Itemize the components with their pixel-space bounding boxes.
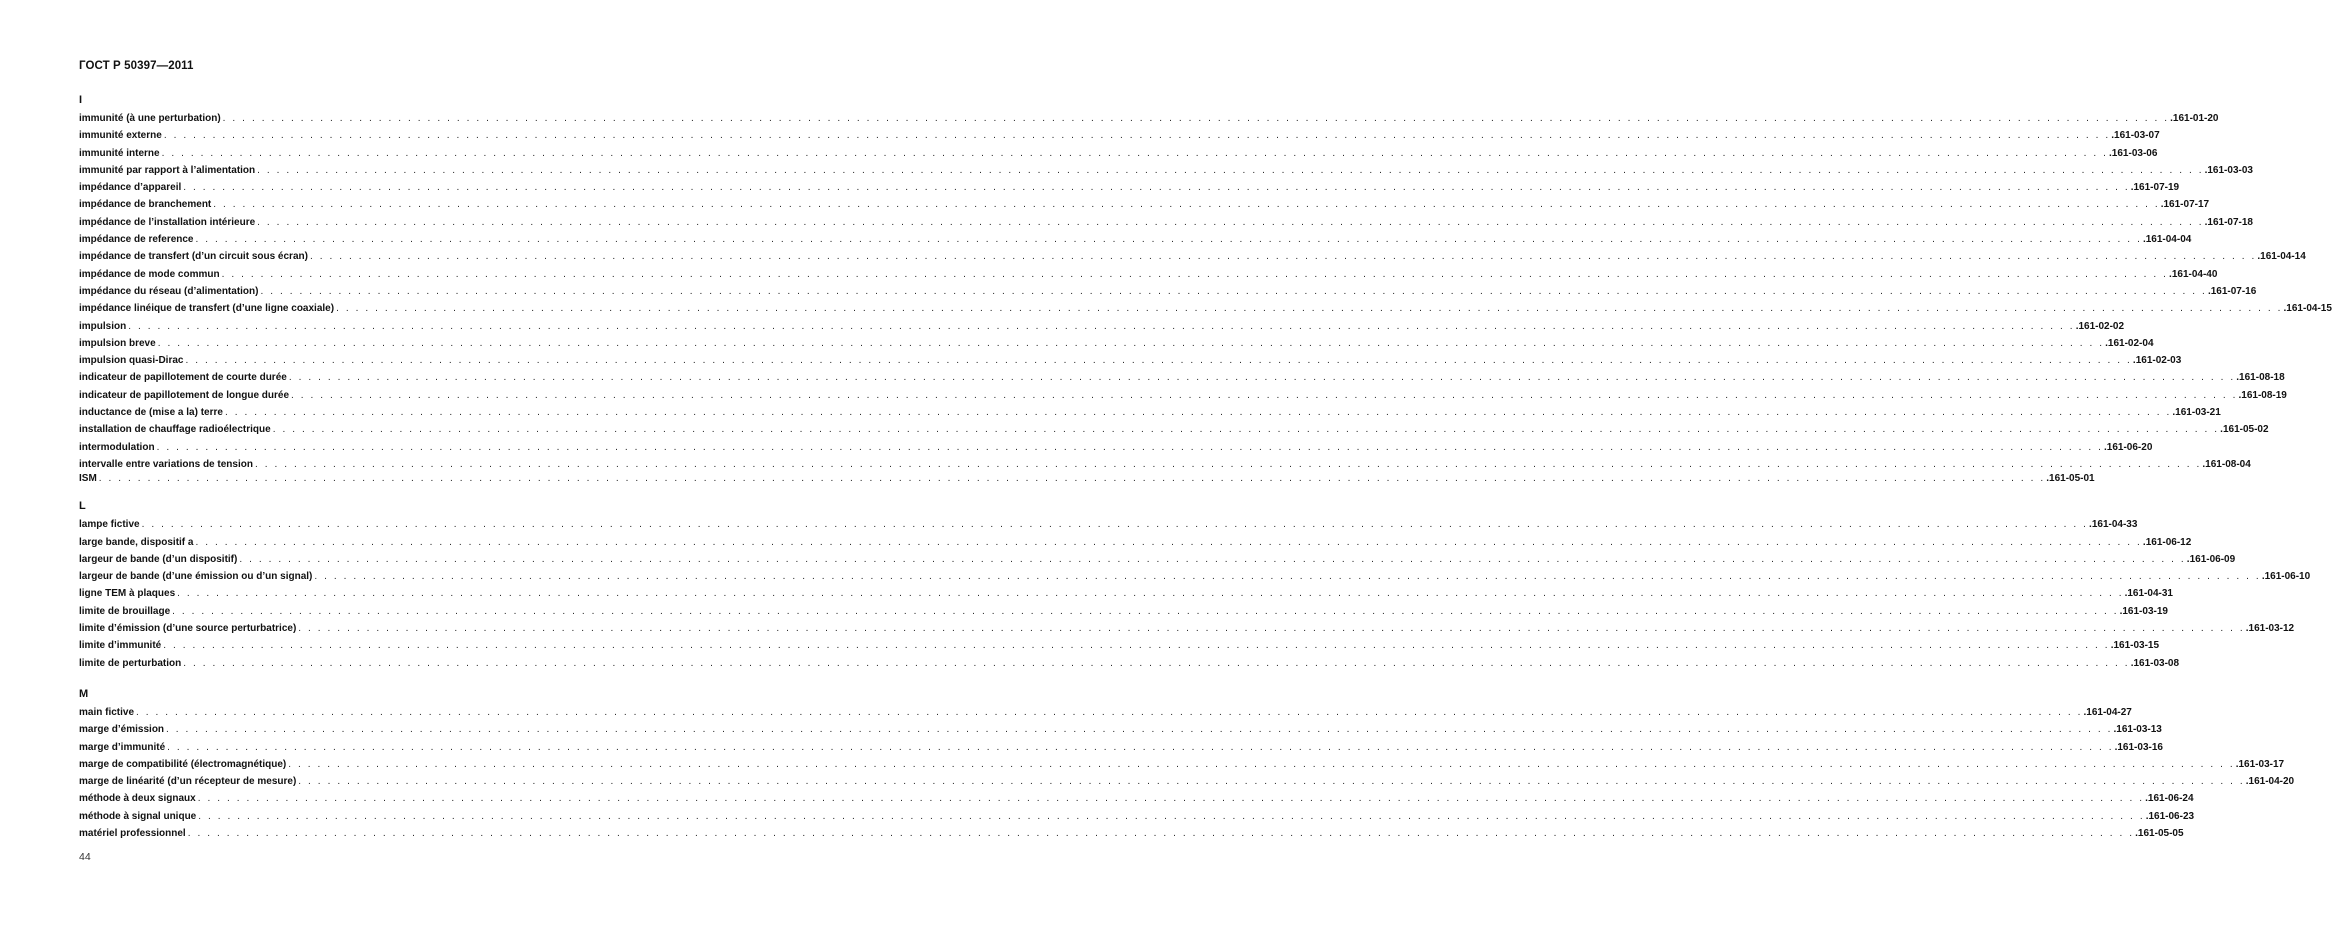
entry-term: indicateur de papillotement de longue durée: [79, 389, 290, 401]
entry-code: .161-04-04: [2142, 234, 2192, 246]
index-entry: [79, 808, 2195, 825]
index-entry: [79, 551, 2236, 568]
index-entry: [79, 404, 2221, 421]
entry-term: marge de compatibilité (électromagnétique): [79, 758, 287, 770]
index-entry: [79, 568, 2311, 585]
dot-leader: . . . . . . . . . . . . . . . . . . . . . . . . . . . . . . . . . . . . . . . . . . . . . . . . . . . . . . . . . . . . . . . . . . . . . . . . . . . . . . . . . . . . . . . . . . . . . . . . . . . . . . . . . . . . . . . . . . . . . . . . . . . . . . . . . . . . . . . . . . . . . . . . . . . . . . . . . . . . . . . . . . . . . . . . . . . . . . . . . . . . . . . . . . . . . . . . . . . . . . . .: [156, 441, 2104, 453]
entry-code: .161-02-04: [2105, 337, 2154, 349]
entry-code: .161-04-14: [2257, 251, 2306, 263]
dot-leader: . . . . . . . . . . . . . . . . . . . . . . . . . . . . . . . . . . . . . . . . . . . . . . . . . . . . . . . . . . . . . . . . . . . . . . . . . . . . . . . . . . . . . . . . . . . . . . . . . . . . . . . . . . . . . . . . . . . . . . . . . . . . . . . . . . . . . . . . . . . . . . . . . . . . . . . . . . . . . . . . . . . . . . . . . . . . . . . . . . . . . . . . . . . . . . . . . . . . . . . .: [187, 827, 2135, 839]
index-entry: [79, 387, 2287, 404]
entry-code: .161-06-23: [2145, 810, 2195, 822]
index-entry: [79, 825, 2184, 842]
dot-leader: . . . . . . . . . . . . . . . . . . . . . . . . . . . . . . . . . . . . . . . . . . . . . . . . . . . . . . . . . . . . . . . . . . . . . . . . . . . . . . . . . . . . . . . . . . . . . . . . . . . . . . . . . . . . . . . . . . . . . . . . . . . . . . . . . . . . . . . . . . . . . . . . . . . . . . . . . . . . . . . . . . . . . . . . . . . . . . . . . . . . . . . . . . . . . . . . . . . . . . . .: [195, 536, 2142, 548]
index-entry: [79, 421, 2269, 438]
entry-term: limite d’immunité: [79, 640, 162, 652]
entry-term: marge de linéarité (d’un récepteur de mesure): [79, 776, 297, 788]
index-entry: [79, 534, 2192, 551]
entry-term: largeur de bande (d’un dispositif): [79, 553, 238, 565]
entry-term: limite d’émission (d’une source perturbatrice): [79, 623, 297, 635]
dot-leader: . . . . . . . . . . . . . . . . . . . . . . . . . . . . . . . . . . . . . . . . . . . . . . . . . . . . . . . . . . . . . . . . . . . . . . . . . . . . . . . . . . . . . . . . . . . . . . . . . . . . . . . . . . . . . . . . . . . . . . . . . . . . . . . . . . . . . . . . . . . . . . . . . . . . . . . . . . . . . . . . . . . . . . . . . . . . . . . . . . . . . . . . . . . . . . . . . . . . . . . .: [222, 113, 2170, 124]
entry-term: impulsion breve: [79, 337, 156, 349]
entry-term: ISM: [79, 473, 97, 485]
entry-code: .161-04-15: [2283, 303, 2332, 315]
index-entry: [79, 369, 2285, 386]
dot-leader: . . . . . . . . . . . . . . . . . . . . . . . . . . . . . . . . . . . . . . . . . . . . . . . . . . . . . . . . . . . . . . . . . . . . . . . . . . . . . . . . . . . . . . . . . . . . . . . . . . . . . . . . . . . . . . . . . . . . . . . . . . . . . . . . . . . . . . . . . . . . . . . . . . . . . . . . . . . . . . . . . . . . . . . . . . . . . . . . . . . . . . . . . . . . . . . . . . . . . . . .: [177, 588, 2124, 600]
dot-leader: . . . . . . . . . . . . . . . . . . . . . . . . . . . . . . . . . . . . . . . . . . . . . . . . . . . . . . . . . . . . . . . . . . . . . . . . . . . . . . . . . . . . . . . . . . . . . . . . . . . . . . . . . . . . . . . . . . . . . . . . . . . . . . . . . . . . . . . . . . . . . . . . . . . . . . . . . . . . . . . . . . . . . . . . . . . . . . . . . . . . . . . . . . . . . . . . . . . . . . . .: [98, 473, 2046, 485]
index-entry: [79, 214, 2253, 231]
index-entry: [79, 145, 2158, 162]
index-entry: [79, 585, 2173, 602]
index-entry: [79, 516, 2138, 533]
entry-term: immunité par rapport à l’alimentation: [79, 164, 256, 176]
document-header: ГОСТ Р 50397—2011: [79, 60, 194, 72]
index-entry: [79, 456, 2251, 473]
entry-code: .161-03-08: [2130, 657, 2180, 669]
entry-code: .161-03-16: [2114, 741, 2163, 753]
index-section: [79, 686, 2295, 842]
dot-leader: . . . . . . . . . . . . . . . . . . . . . . . . . . . . . . . . . . . . . . . . . . . . . . . . . . . . . . . . . . . . . . . . . . . . . . . . . . . . . . . . . . . . . . . . . . . . . . . . . . . . . . . . . . . . . . . . . . . . . . . . . . . . . . . . . . . . . . . . . . . . . . . . . . . . . . . . . . . . . . . . . . . . . . . . . . . . . . . . . . . . . . . . . . . . . . . . . . . . . . . .: [336, 303, 2283, 315]
index-entry: [79, 335, 2154, 352]
dot-leader: . . . . . . . . . . . . . . . . . . . . . . . . . . . . . . . . . . . . . . . . . . . . . . . . . . . . . . . . . . . . . . . . . . . . . . . . . . . . . . . . . . . . . . . . . . . . . . . . . . . . . . . . . . . . . . . . . . . . . . . . . . . . . . . . . . . . . . . . . . . . . . . . . . . . . . . . . . . . . . . . . . . . . . . . . . . . . . . . . . . . . . . . . . . . . . . . . . . . . . . .: [141, 519, 2089, 531]
index-entry: [79, 473, 2095, 485]
entry-code: .161-05-02: [2220, 424, 2269, 436]
entry-term: limite de brouillage: [79, 605, 171, 617]
index-entry: [79, 231, 2192, 248]
entry-term: limite de perturbation: [79, 657, 182, 669]
entry-term: impédance de branchement: [79, 199, 212, 211]
entry-code: .161-02-03: [2132, 355, 2182, 367]
dot-leader: . . . . . . . . . . . . . . . . . . . . . . . . . . . . . . . . . . . . . . . . . . . . . . . . . . . . . . . . . . . . . . . . . . . . . . . . . . . . . . . . . . . . . . . . . . . . . . . . . . . . . . . . . . . . . . . . . . . . . . . . . . . . . . . . . . . . . . . . . . . . . . . . . . . . . . . . . . . . . . . . . . . . . . . . . . . . . . . . . . . . . . . . . . . . . . . . . . . . . . . .: [291, 389, 2238, 401]
dot-leader: . . . . . . . . . . . . . . . . . . . . . . . . . . . . . . . . . . . . . . . . . . . . . . . . . . . . . . . . . . . . . . . . . . . . . . . . . . . . . . . . . . . . . . . . . . . . . . . . . . . . . . . . . . . . . . . . . . . . . . . . . . . . . . . . . . . . . . . . . . . . . . . . . . . . . . . . . . . . . . . . . . . . . . . . . . . . . . . . . . . . . . . . . . . . . . . . . . . . . . . .: [260, 285, 2207, 297]
entry-term: marge d’émission: [79, 724, 165, 736]
dot-leader: . . . . . . . . . . . . . . . . . . . . . . . . . . . . . . . . . . . . . . . . . . . . . . . . . . . . . . . . . . . . . . . . . . . . . . . . . . . . . . . . . . . . . . . . . . . . . . . . . . . . . . . . . . . . . . . . . . . . . . . . . . . . . . . . . . . . . . . . . . . . . . . . . . . . . . . . . . . . . . . . . . . . . . . . . . . . . . . . . . . . . . . . . . . . . . . . . . . . . . . .: [163, 130, 2111, 142]
section-letter: I: [79, 94, 83, 106]
index-entry: [79, 266, 2218, 283]
entry-code: .161-04-33: [2089, 519, 2138, 531]
index-entry: [79, 773, 2295, 790]
dot-leader: . . . . . . . . . . . . . . . . . . . . . . . . . . . . . . . . . . . . . . . . . . . . . . . . . . . . . . . . . . . . . . . . . . . . . . . . . . . . . . . . . . . . . . . . . . . . . . . . . . . . . . . . . . . . . . . . . . . . . . . . . . . . . . . . . . . . . . . . . . . . . . . . . . . . . . . . . . . . . . . . . . . . . . . . . . . . . . . . . . . . . . . . . . . . . . . . . . . . . . . .: [221, 268, 2169, 280]
dot-leader: . . . . . . . . . . . . . . . . . . . . . . . . . . . . . . . . . . . . . . . . . . . . . . . . . . . . . . . . . . . . . . . . . . . . . . . . . . . . . . . . . . . . . . . . . . . . . . . . . . . . . . . . . . . . . . . . . . . . . . . . . . . . . . . . . . . . . . . . . . . . . . . . . . . . . . . . . . . . . . . . . . . . . . . . . . . . . . . . . . . . . . . . . . . . . . . . . . . . . . . .: [298, 623, 2245, 635]
index-entry: [79, 620, 2295, 637]
entry-term: immunité interne: [79, 147, 160, 159]
entry-code: .161-01-20: [2170, 113, 2219, 124]
entry-term: impédance de reference: [79, 234, 194, 246]
dot-leader: . . . . . . . . . . . . . . . . . . . . . . . . . . . . . . . . . . . . . . . . . . . . . . . . . . . . . . . . . . . . . . . . . . . . . . . . . . . . . . . . . . . . . . . . . . . . . . . . . . . . . . . . . . . . . . . . . . . . . . . . . . . . . . . . . . . . . . . . . . . . . . . . . . . . . . . . . . . . . . . . . . . . . . . . . . . . . . . . . . . . . . . . . . . . . . . . . . . . . . . .: [257, 216, 2204, 228]
index-entry: [79, 300, 2332, 317]
entry-code: .161-04-31: [2124, 588, 2173, 600]
entry-term: large bande, dispositif a: [79, 536, 194, 548]
entry-term: installation de chauffage radioélectrique: [79, 424, 271, 436]
dot-leader: . . . . . . . . . . . . . . . . . . . . . . . . . . . . . . . . . . . . . . . . . . . . . . . . . . . . . . . . . . . . . . . . . . . . . . . . . . . . . . . . . . . . . . . . . . . . . . . . . . . . . . . . . . . . . . . . . . . . . . . . . . . . . . . . . . . . . . . . . . . . . . . . . . . . . . . . . . . . . . . . . . . . . . . . . . . . . . . . . . . . . . . . . . . . . . . . . . . . . . . .: [239, 553, 2186, 565]
entry-code: .161-07-16: [2207, 285, 2257, 297]
index-entry: [79, 162, 2253, 179]
index-entry: [79, 352, 2182, 369]
index-entry: [79, 756, 2285, 773]
entry-code: .161-04-20: [2245, 776, 2295, 788]
entry-code: .161-03-13: [2113, 724, 2162, 736]
index-entry: [79, 739, 2163, 756]
index-entry: [79, 179, 2180, 196]
index-entry: [79, 637, 2160, 654]
index-entry: [79, 248, 2306, 265]
entry-term: main fictive: [79, 706, 135, 718]
entry-code: .161-06-09: [2186, 553, 2236, 565]
entry-list: [79, 516, 2311, 672]
entry-code: .161-06-10: [2261, 571, 2311, 583]
entry-term: immunité (à une perturbation): [79, 113, 221, 124]
index-entry: [79, 704, 2132, 721]
index-entry: [79, 110, 2219, 127]
dot-leader: . . . . . . . . . . . . . . . . . . . . . . . . . . . . . . . . . . . . . . . . . . . . . . . . . . . . . . . . . . . . . . . . . . . . . . . . . . . . . . . . . . . . . . . . . . . . . . . . . . . . . . . . . . . . . . . . . . . . . . . . . . . . . . . . . . . . . . . . . . . . . . . . . . . . . . . . . . . . . . . . . . . . . . . . . . . . . . . . . . . . . . . . . . . . . . . . . . . . . . . .: [128, 320, 2075, 332]
dot-leader: . . . . . . . . . . . . . . . . . . . . . . . . . . . . . . . . . . . . . . . . . . . . . . . . . . . . . . . . . . . . . . . . . . . . . . . . . . . . . . . . . . . . . . . . . . . . . . . . . . . . . . . . . . . . . . . . . . . . . . . . . . . . . . . . . . . . . . . . . . . . . . . . . . . . . . . . . . . . . . . . . . . . . . . . . . . . . . . . . . . . . . . . . . . . . . . . . . . . . . . .: [183, 182, 2130, 194]
entry-code: .161-05-01: [2046, 473, 2095, 485]
dot-leader: . . . . . . . . . . . . . . . . . . . . . . . . . . . . . . . . . . . . . . . . . . . . . . . . . . . . . . . . . . . . . . . . . . . . . . . . . . . . . . . . . . . . . . . . . . . . . . . . . . . . . . . . . . . . . . . . . . . . . . . . . . . . . . . . . . . . . . . . . . . . . . . . . . . . . . . . . . . . . . . . . . . . . . . . . . . . . . . . . . . . . . . . . . . . . . . . . . . . . . . .: [298, 776, 2245, 788]
alphabetical-index: [79, 92, 2332, 856]
entry-term: largeur de bande (d’une émission ou d’un signal): [79, 571, 313, 583]
entry-term: intervalle entre variations de tension: [79, 458, 253, 470]
entry-term: ligne TEM à plaques: [79, 588, 176, 600]
entry-term: méthode à deux signaux: [79, 793, 196, 805]
entry-code: .161-03-07: [2111, 130, 2160, 142]
index-entry: [79, 721, 2162, 738]
entry-term: marge d’immunité: [79, 741, 166, 753]
index-entry: [79, 655, 2180, 672]
entry-code: .161-03-03: [2204, 164, 2253, 176]
dot-leader: . . . . . . . . . . . . . . . . . . . . . . . . . . . . . . . . . . . . . . . . . . . . . . . . . . . . . . . . . . . . . . . . . . . . . . . . . . . . . . . . . . . . . . . . . . . . . . . . . . . . . . . . . . . . . . . . . . . . . . . . . . . . . . . . . . . . . . . . . . . . . . . . . . . . . . . . . . . . . . . . . . . . . . . . . . . . . . . . . . . . . . . . . . . . . . . . . . . . . . . .: [195, 234, 2142, 246]
index-entry: [79, 127, 2160, 144]
entry-code: .161-07-17: [2160, 199, 2210, 211]
dot-leader: . . . . . . . . . . . . . . . . . . . . . . . . . . . . . . . . . . . . . . . . . . . . . . . . . . . . . . . . . . . . . . . . . . . . . . . . . . . . . . . . . . . . . . . . . . . . . . . . . . . . . . . . . . . . . . . . . . . . . . . . . . . . . . . . . . . . . . . . . . . . . . . . . . . . . . . . . . . . . . . . . . . . . . . . . . . . . . . . . . . . . . . . . . . . . . . . . . . . . . . .: [272, 424, 2220, 436]
section-letter: M: [79, 687, 89, 700]
dot-leader: . . . . . . . . . . . . . . . . . . . . . . . . . . . . . . . . . . . . . . . . . . . . . . . . . . . . . . . . . . . . . . . . . . . . . . . . . . . . . . . . . . . . . . . . . . . . . . . . . . . . . . . . . . . . . . . . . . . . . . . . . . . . . . . . . . . . . . . . . . . . . . . . . . . . . . . . . . . . . . . . . . . . . . . . . . . . . . . . . . . . . . . . . . . . . . . . . . . . . . . .: [166, 724, 2113, 736]
dot-leader: . . . . . . . . . . . . . . . . . . . . . . . . . . . . . . . . . . . . . . . . . . . . . . . . . . . . . . . . . . . . . . . . . . . . . . . . . . . . . . . . . . . . . . . . . . . . . . . . . . . . . . . . . . . . . . . . . . . . . . . . . . . . . . . . . . . . . . . . . . . . . . . . . . . . . . . . . . . . . . . . . . . . . . . . . . . . . . . . . . . . . . . . . . . . . . . . . . . . . . . .: [183, 657, 2130, 669]
index-entry: [79, 318, 2125, 335]
entry-code: .161-08-19: [2238, 389, 2287, 401]
dot-leader: . . . . . . . . . . . . . . . . . . . . . . . . . . . . . . . . . . . . . . . . . . . . . . . . . . . . . . . . . . . . . . . . . . . . . . . . . . . . . . . . . . . . . . . . . . . . . . . . . . . . . . . . . . . . . . . . . . . . . . . . . . . . . . . . . . . . . . . . . . . . . . . . . . . . . . . . . . . . . . . . . . . . . . . . . . . . . . . . . . . . . . . . . . . . . . . . . . . . . . . .: [185, 355, 2132, 367]
entry-code: .161-06-20: [2104, 441, 2153, 453]
dot-leader: . . . . . . . . . . . . . . . . . . . . . . . . . . . . . . . . . . . . . . . . . . . . . . . . . . . . . . . . . . . . . . . . . . . . . . . . . . . . . . . . . . . . . . . . . . . . . . . . . . . . . . . . . . . . . . . . . . . . . . . . . . . . . . . . . . . . . . . . . . . . . . . . . . . . . . . . . . . . . . . . . . . . . . . . . . . . . . . . . . . . . . . . . . . . . . . . . . . . . . . .: [288, 372, 2236, 384]
entry-term: impédance d’appareil: [79, 182, 182, 194]
entry-term: lampe fictive: [79, 519, 140, 531]
entry-code: .161-06-12: [2142, 536, 2192, 548]
entry-code: .161-05-05: [2135, 827, 2184, 839]
entry-list: [79, 704, 2295, 842]
entry-term: matériel professionnel: [79, 827, 186, 839]
dot-leader: . . . . . . . . . . . . . . . . . . . . . . . . . . . . . . . . . . . . . . . . . . . . . . . . . . . . . . . . . . . . . . . . . . . . . . . . . . . . . . . . . . . . . . . . . . . . . . . . . . . . . . . . . . . . . . . . . . . . . . . . . . . . . . . . . . . . . . . . . . . . . . . . . . . . . . . . . . . . . . . . . . . . . . . . . . . . . . . . . . . . . . . . . . . . . . . . . . . . . . . .: [161, 147, 2109, 159]
entry-code: .161-03-15: [2110, 640, 2160, 652]
entry-term: impédance de transfert (d’un circuit sous écran): [79, 251, 308, 263]
entry-code: .161-04-27: [2083, 706, 2132, 718]
entry-term: immunité externe: [79, 130, 162, 142]
section-letter: L: [79, 500, 86, 513]
entry-code: .161-02-02: [2075, 320, 2125, 332]
dot-leader: . . . . . . . . . . . . . . . . . . . . . . . . . . . . . . . . . . . . . . . . . . . . . . . . . . . . . . . . . . . . . . . . . . . . . . . . . . . . . . . . . . . . . . . . . . . . . . . . . . . . . . . . . . . . . . . . . . . . . . . . . . . . . . . . . . . . . . . . . . . . . . . . . . . . . . . . . . . . . . . . . . . . . . . . . . . . . . . . . . . . . . . . . . . . . . . . . . . . . . . .: [172, 605, 2119, 617]
entry-code: .161-08-04: [2202, 458, 2251, 470]
dot-leader: . . . . . . . . . . . . . . . . . . . . . . . . . . . . . . . . . . . . . . . . . . . . . . . . . . . . . . . . . . . . . . . . . . . . . . . . . . . . . . . . . . . . . . . . . . . . . . . . . . . . . . . . . . . . . . . . . . . . . . . . . . . . . . . . . . . . . . . . . . . . . . . . . . . . . . . . . . . . . . . . . . . . . . . . . . . . . . . . . . . . . . . . . . . . . . . . . . . . . . . .: [288, 758, 2235, 770]
entry-term: impédance de mode commun: [79, 268, 220, 280]
entry-term: impédance du réseau (d’alimentation): [79, 285, 259, 297]
entry-code: .161-06-24: [2145, 793, 2194, 805]
index-entry: [79, 439, 2153, 456]
dot-leader: . . . . . . . . . . . . . . . . . . . . . . . . . . . . . . . . . . . . . . . . . . . . . . . . . . . . . . . . . . . . . . . . . . . . . . . . . . . . . . . . . . . . . . . . . . . . . . . . . . . . . . . . . . . . . . . . . . . . . . . . . . . . . . . . . . . . . . . . . . . . . . . . . . . . . . . . . . . . . . . . . . . . . . . . . . . . . . . . . . . . . . . . . . . . . . . . . . . . . . . .: [314, 571, 2261, 583]
entry-term: indicateur de papillotement de courte durée: [79, 372, 287, 384]
dot-leader: . . . . . . . . . . . . . . . . . . . . . . . . . . . . . . . . . . . . . . . . . . . . . . . . . . . . . . . . . . . . . . . . . . . . . . . . . . . . . . . . . . . . . . . . . . . . . . . . . . . . . . . . . . . . . . . . . . . . . . . . . . . . . . . . . . . . . . . . . . . . . . . . . . . . . . . . . . . . . . . . . . . . . . . . . . . . . . . . . . . . . . . . . . . . . . . . . . . . . . . .: [198, 810, 2145, 822]
entry-term: intermodulation: [79, 441, 155, 453]
index-entry: [79, 196, 2210, 213]
entry-term: impédance linéique de transfert (d’une ligne coaxiale): [79, 303, 335, 315]
index-section: [79, 92, 2332, 485]
dot-leader: . . . . . . . . . . . . . . . . . . . . . . . . . . . . . . . . . . . . . . . . . . . . . . . . . . . . . . . . . . . . . . . . . . . . . . . . . . . . . . . . . . . . . . . . . . . . . . . . . . . . . . . . . . . . . . . . . . . . . . . . . . . . . . . . . . . . . . . . . . . . . . . . . . . . . . . . . . . . . . . . . . . . . . . . . . . . . . . . . . . . . . . . . . . . . . . . . . . . . . . .: [157, 337, 2105, 349]
entry-code: .161-07-19: [2130, 182, 2180, 194]
entry-code: .161-03-17: [2235, 758, 2285, 770]
dot-leader: . . . . . . . . . . . . . . . . . . . . . . . . . . . . . . . . . . . . . . . . . . . . . . . . . . . . . . . . . . . . . . . . . . . . . . . . . . . . . . . . . . . . . . . . . . . . . . . . . . . . . . . . . . . . . . . . . . . . . . . . . . . . . . . . . . . . . . . . . . . . . . . . . . . . . . . . . . . . . . . . . . . . . . . . . . . . . . . . . . . . . . . . . . . . . . . . . . . . . . . .: [167, 741, 2114, 753]
page-number: 44: [79, 851, 91, 863]
dot-leader: . . . . . . . . . . . . . . . . . . . . . . . . . . . . . . . . . . . . . . . . . . . . . . . . . . . . . . . . . . . . . . . . . . . . . . . . . . . . . . . . . . . . . . . . . . . . . . . . . . . . . . . . . . . . . . . . . . . . . . . . . . . . . . . . . . . . . . . . . . . . . . . . . . . . . . . . . . . . . . . . . . . . . . . . . . . . . . . . . . . . . . . . . . . . . . . . . . . . . . . .: [163, 640, 2110, 652]
index-section: [79, 498, 2311, 672]
dot-leader: . . . . . . . . . . . . . . . . . . . . . . . . . . . . . . . . . . . . . . . . . . . . . . . . . . . . . . . . . . . . . . . . . . . . . . . . . . . . . . . . . . . . . . . . . . . . . . . . . . . . . . . . . . . . . . . . . . . . . . . . . . . . . . . . . . . . . . . . . . . . . . . . . . . . . . . . . . . . . . . . . . . . . . . . . . . . . . . . . . . . . . . . . . . . . . . . . . . . . . . .: [254, 458, 2202, 470]
dot-leader: . . . . . . . . . . . . . . . . . . . . . . . . . . . . . . . . . . . . . . . . . . . . . . . . . . . . . . . . . . . . . . . . . . . . . . . . . . . . . . . . . . . . . . . . . . . . . . . . . . . . . . . . . . . . . . . . . . . . . . . . . . . . . . . . . . . . . . . . . . . . . . . . . . . . . . . . . . . . . . . . . . . . . . . . . . . . . . . . . . . . . . . . . . . . . . . . . . . . . . . .: [257, 164, 2204, 176]
dot-leader: . . . . . . . . . . . . . . . . . . . . . . . . . . . . . . . . . . . . . . . . . . . . . . . . . . . . . . . . . . . . . . . . . . . . . . . . . . . . . . . . . . . . . . . . . . . . . . . . . . . . . . . . . . . . . . . . . . . . . . . . . . . . . . . . . . . . . . . . . . . . . . . . . . . . . . . . . . . . . . . . . . . . . . . . . . . . . . . . . . . . . . . . . . . . . . . . . . . . . . . .: [136, 706, 2083, 718]
entry-code: .161-07-18: [2204, 216, 2253, 228]
index-entry: [79, 283, 2257, 300]
entry-term: inductance de (mise a la) terre: [79, 407, 223, 419]
dot-leader: . . . . . . . . . . . . . . . . . . . . . . . . . . . . . . . . . . . . . . . . . . . . . . . . . . . . . . . . . . . . . . . . . . . . . . . . . . . . . . . . . . . . . . . . . . . . . . . . . . . . . . . . . . . . . . . . . . . . . . . . . . . . . . . . . . . . . . . . . . . . . . . . . . . . . . . . . . . . . . . . . . . . . . . . . . . . . . . . . . . . . . . . . . . . . . . . . . . . . . . .: [197, 793, 2145, 805]
entry-list: [79, 110, 2332, 485]
entry-term: impulsion: [79, 320, 127, 332]
entry-code: .161-03-12: [2245, 623, 2295, 635]
entry-code: .161-03-06: [2109, 147, 2158, 159]
entry-code: .161-03-19: [2119, 605, 2168, 617]
index-entry: [79, 603, 2168, 620]
entry-code: .161-08-18: [2236, 372, 2285, 384]
dot-leader: . . . . . . . . . . . . . . . . . . . . . . . . . . . . . . . . . . . . . . . . . . . . . . . . . . . . . . . . . . . . . . . . . . . . . . . . . . . . . . . . . . . . . . . . . . . . . . . . . . . . . . . . . . . . . . . . . . . . . . . . . . . . . . . . . . . . . . . . . . . . . . . . . . . . . . . . . . . . . . . . . . . . . . . . . . . . . . . . . . . . . . . . . . . . . . . . . . . . . . . .: [224, 407, 2172, 419]
dot-leader: . . . . . . . . . . . . . . . . . . . . . . . . . . . . . . . . . . . . . . . . . . . . . . . . . . . . . . . . . . . . . . . . . . . . . . . . . . . . . . . . . . . . . . . . . . . . . . . . . . . . . . . . . . . . . . . . . . . . . . . . . . . . . . . . . . . . . . . . . . . . . . . . . . . . . . . . . . . . . . . . . . . . . . . . . . . . . . . . . . . . . . . . . . . . . . . . . . . . . . . .: [309, 251, 2257, 263]
entry-term: impulsion quasi-Dirac: [79, 355, 184, 367]
entry-term: impédance de l’installation intérieure: [79, 216, 256, 228]
index-entry: [79, 790, 2194, 807]
entry-code: .161-03-21: [2172, 407, 2221, 419]
dot-leader: . . . . . . . . . . . . . . . . . . . . . . . . . . . . . . . . . . . . . . . . . . . . . . . . . . . . . . . . . . . . . . . . . . . . . . . . . . . . . . . . . . . . . . . . . . . . . . . . . . . . . . . . . . . . . . . . . . . . . . . . . . . . . . . . . . . . . . . . . . . . . . . . . . . . . . . . . . . . . . . . . . . . . . . . . . . . . . . . . . . . . . . . . . . . . . . . . . . . . . . .: [213, 199, 2160, 211]
entry-code: .161-04-40: [2169, 268, 2218, 280]
entry-term: méthode à signal unique: [79, 810, 197, 822]
